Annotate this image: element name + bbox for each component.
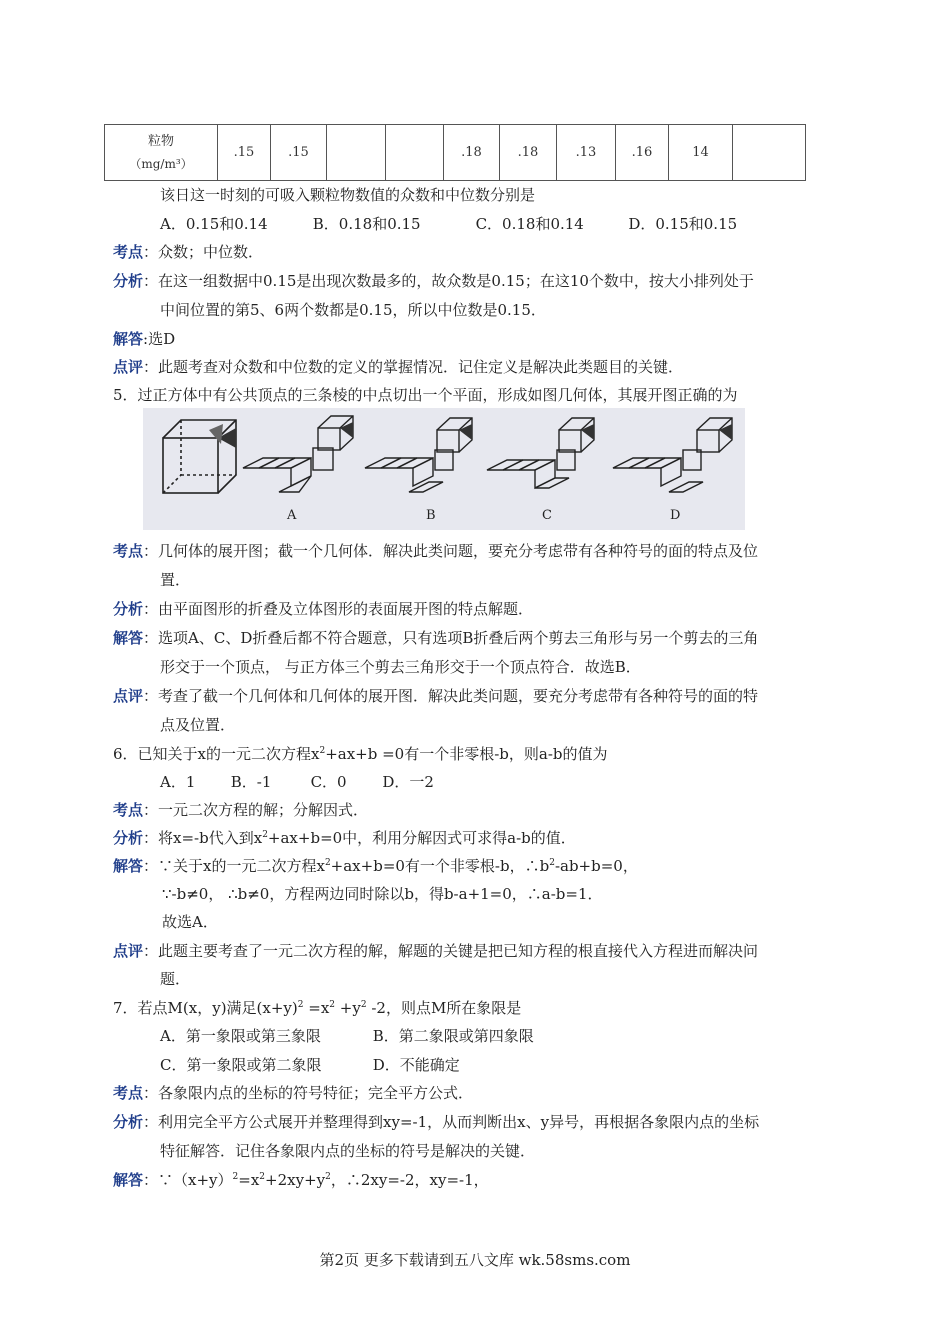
- option-d: D．0.15和0.15: [628, 215, 738, 233]
- fenxi-text: ：在这一组数据中0.15是出现次数最多的，故众数是0.15；在这10个数中，按大小排列处于: [143, 272, 754, 290]
- net-a: [243, 416, 353, 492]
- kaodian-text: ：一元二次方程的解；分解因式．: [143, 801, 369, 819]
- figure-label-d: D: [670, 508, 681, 523]
- kaodian-label: 考点: [113, 1084, 144, 1102]
- jieda-label: 解答: [113, 629, 144, 647]
- superscript: 2: [232, 1172, 239, 1182]
- jieda-text: ：选项A、C、D折叠后都不符合题意，只有选项B折叠后两个剪去三角形与另一个剪去的三角: [143, 629, 759, 647]
- option-b: B．-1: [230, 773, 272, 791]
- table-cell: [733, 125, 806, 181]
- q5-dianping-cont: 点及位置．: [160, 716, 236, 734]
- q6-stem: [113, 744, 608, 764]
- superscript: 2: [262, 830, 268, 840]
- cube-hidden-edge: [163, 475, 181, 493]
- jieda-label: 解答: [113, 330, 144, 348]
- jieda-text: :选D: [143, 330, 176, 348]
- q6-dianping-cont: 题．: [160, 970, 191, 988]
- fenxi-text: ：由平面图形的折叠及立体图形的表面展开图的特点解题．: [143, 600, 534, 618]
- option-c: C．第一象限或第二象限: [160, 1056, 322, 1074]
- q7-stem-part: 7．若点M(x，y)满足(x+y): [113, 999, 298, 1017]
- q6-stem-part: +ax+b =0有一个非零根-b，则a-b的值为: [325, 745, 608, 763]
- option-b: B．第二象限或第四象限: [372, 1027, 534, 1045]
- option-a: A．1: [160, 773, 196, 791]
- q7-fenxi: [113, 1112, 759, 1132]
- fenxi-text: +ax+b=0中，利用分解因式可求得a-b的值．: [267, 829, 576, 847]
- q7-stem-part: +y: [335, 999, 361, 1017]
- table-cell: 14: [669, 125, 733, 181]
- kaodian-label: 考点: [113, 243, 144, 261]
- table-cell: .15: [218, 125, 271, 181]
- q7-kaodian: [113, 1083, 473, 1103]
- q4-stem: 该日这一时刻的可吸入颗粒物数值的众数和中位数分别是: [160, 186, 536, 204]
- table-cell: .18: [500, 125, 557, 181]
- figure-label-c: C: [542, 508, 552, 523]
- option-a: A．第一象限或第三象限: [160, 1027, 321, 1045]
- kaodian-text: ：各象限内点的坐标的符号特征；完全平方公式．: [143, 1084, 474, 1102]
- option-d: D．不能确定: [372, 1056, 460, 1074]
- option-c: C．0: [310, 773, 347, 791]
- kaodian-label: 考点: [113, 542, 144, 560]
- q6-jieda-line3: 故选A．: [162, 913, 218, 931]
- jieda-text: ：∵关于x的一元二次方程x: [143, 857, 325, 875]
- net-d: [613, 418, 732, 492]
- q5-stem: 5．过正方体中有公共顶点的三条棱的中点切出一个平面，形成如图几何体，其展开图正确的为: [113, 386, 738, 404]
- q4-dianping: [113, 357, 683, 377]
- table-cell: .18: [444, 125, 500, 181]
- table-cell: .15: [271, 125, 327, 181]
- figure-label-a: A: [287, 508, 297, 523]
- superscript: 2: [325, 1172, 331, 1182]
- jieda-text: ，∴2xy=-2，xy=-1，: [330, 1171, 489, 1189]
- fenxi-label: 分析: [113, 829, 144, 847]
- q6-fenxi: [113, 828, 576, 848]
- q7-options-row2: [160, 1055, 460, 1075]
- q6-kaodian: [113, 800, 368, 820]
- particulate-table: [104, 124, 806, 181]
- q4-kaodian: [113, 242, 263, 262]
- q6-stem-part: 6．已知关于x的一元二次方程x: [113, 745, 320, 763]
- cube-net-figure: [143, 408, 745, 530]
- q7-stem-part: -2，则点M所在象限是: [366, 999, 522, 1017]
- superscript: 2: [319, 746, 326, 756]
- q7-fenxi-cont: 特征解答．记住各象限内点的坐标的符号是解决的关键．: [160, 1142, 536, 1160]
- net-c: [487, 418, 594, 488]
- jieda-text: ：∵（x+y）: [143, 1171, 233, 1189]
- cut-triangle-shade: [209, 424, 223, 444]
- fenxi-label: 分析: [113, 1113, 144, 1131]
- table-cell: [386, 125, 444, 181]
- table-header-line1: 粒物: [147, 133, 174, 149]
- q7-stem-part: =x: [303, 999, 330, 1017]
- jieda-label: 解答: [113, 857, 144, 875]
- superscript: 2: [297, 1000, 304, 1010]
- dianping-text: ：此题主要考查了一元二次方程的解，解题的关键是把已知方程的根直接代入方程进而解决问: [143, 942, 759, 960]
- figure-label-b: B: [426, 508, 436, 523]
- jieda-text: -ab+b=0，: [554, 857, 638, 875]
- q6-options: [160, 772, 434, 792]
- net-b: [365, 418, 472, 492]
- option-d: D．一2: [382, 773, 434, 791]
- fenxi-label: 分析: [113, 600, 144, 618]
- table-cell: [327, 125, 386, 181]
- option-b: B．0.18和0.15: [312, 215, 421, 233]
- q4-fenxi: [113, 271, 754, 291]
- fenxi-text: ：将x=-b代入到x: [143, 829, 263, 847]
- table-header-unit: （mg/m³）: [129, 156, 193, 171]
- jieda-text: =x: [238, 1171, 260, 1189]
- dianping-label: 点评: [113, 942, 144, 960]
- kaodian-text: ：几何体的展开图；截一个几何体．解决此类问题，要充分考虑带有各种符号的面的特点及位: [143, 542, 759, 560]
- q5-dianping: [113, 686, 758, 706]
- page-footer: 第2页 更多下载请到五八文库 wk.58sms.com: [319, 1251, 631, 1269]
- superscript: 2: [360, 1000, 367, 1010]
- superscript: 2: [259, 1172, 266, 1182]
- q6-dianping: [113, 941, 758, 961]
- q5-jieda: [113, 628, 758, 648]
- q5-jieda-cont: 形交于一个顶点， 与正方体三个剪去三角形交于一个顶点符合．故选B．: [160, 658, 641, 676]
- q5-kaodian-cont: 置．: [160, 571, 191, 589]
- q4-jieda: [113, 329, 175, 349]
- cube-net-diagram: [143, 408, 745, 530]
- table-header-cell: [105, 125, 218, 181]
- q4-options: [160, 214, 737, 234]
- jieda-text: +2xy+y: [265, 1171, 326, 1189]
- dianping-label: 点评: [113, 358, 144, 376]
- kaodian-text: ：众数；中位数．: [143, 243, 264, 261]
- q7-jieda: [113, 1170, 489, 1190]
- table-cell: .16: [616, 125, 669, 181]
- q6-jieda: [113, 856, 638, 876]
- superscript: 2: [329, 1000, 336, 1010]
- option-a: A．0.15和0.14: [160, 215, 268, 233]
- q5-kaodian: [113, 541, 758, 561]
- jieda-text: +ax+b=0有一个非零根-b，∴b: [330, 857, 550, 875]
- superscript: 2: [549, 858, 555, 868]
- q7-stem: [113, 998, 521, 1018]
- kaodian-label: 考点: [113, 801, 144, 819]
- dianping-text: ：考查了截一个几何体和几何体的展开图．解决此类问题，要充分考虑带有各种符号的面的特: [143, 687, 759, 705]
- table-cell: .13: [557, 125, 616, 181]
- superscript: 2: [324, 858, 331, 868]
- fenxi-text: ：利用完全平方公式展开并整理得到xy=-1，从而判断出x、y异号，再根据各象限内点的坐标: [143, 1113, 760, 1131]
- net-d-triangle: [719, 424, 732, 440]
- net-c-triangle: [581, 424, 594, 440]
- q7-options-row1: [160, 1026, 534, 1046]
- net-b-triangle: [459, 424, 472, 440]
- cube-front-face: [163, 438, 218, 493]
- fenxi-label: 分析: [113, 272, 144, 290]
- net-a-triangle: [340, 422, 353, 438]
- option-c: C．0.18和0.14: [475, 215, 584, 233]
- dianping-text: ：此题考查对众数和中位数的定义的掌握情况．记住定义是解决此类题目的关键．: [143, 358, 684, 376]
- q6-jieda-line2: ∵-b≠0， ∴b≠0，方程两边同时除以b，得b-a+1=0，∴a-b=1．: [162, 885, 603, 903]
- jieda-label: 解答: [113, 1171, 144, 1189]
- dianping-label: 点评: [113, 687, 144, 705]
- q5-fenxi: [113, 599, 533, 619]
- q4-fenxi-cont: 中间位置的第5、6两个数都是0.15，所以中位数是0.15．: [160, 301, 546, 319]
